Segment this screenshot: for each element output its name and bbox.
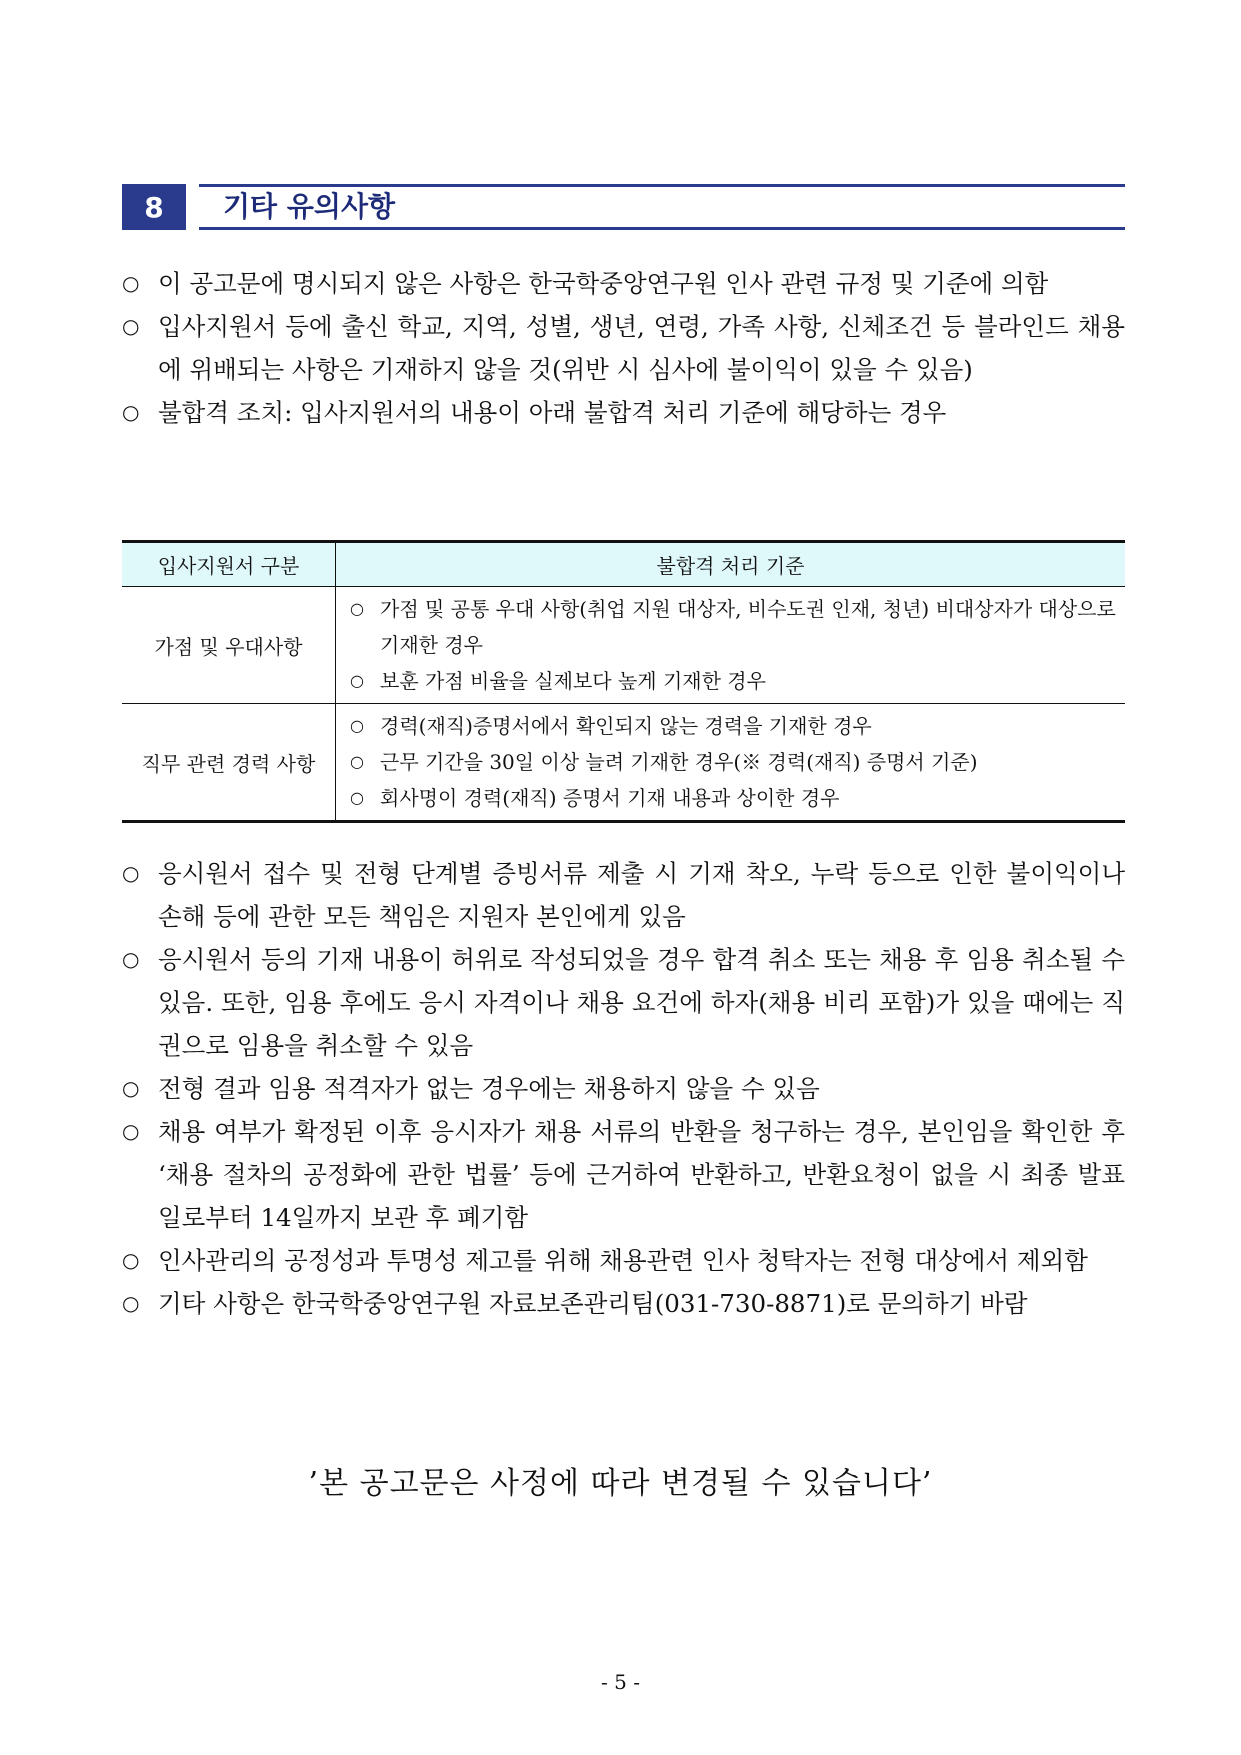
closing-note: ’본 공고문은 사정에 따라 변경될 수 있습니다’ — [308, 1466, 933, 1501]
rejection-criteria-table — [122, 540, 1125, 823]
bullet-circle-icon: ○ — [350, 788, 364, 807]
list-item-text: 응시원서 접수 및 전형 단계별 증빙서류 제출 시 기재 착오, 누락 등으로 인한 불이익이나 손해 등에 관한 모든 책임은 지원자 본인에게 있음 — [158, 859, 1125, 931]
bullet-circle-icon: ○ — [122, 1119, 140, 1143]
table-header-row — [122, 542, 1125, 587]
bullet-circle-icon: ○ — [122, 1291, 140, 1315]
list-item-text: 전형 결과 임용 적격자가 없는 경우에는 채용하지 않을 수 있음 — [158, 1074, 820, 1103]
bullet-circle-icon: ○ — [122, 1076, 140, 1100]
section-number-badge: 8 — [122, 184, 186, 230]
list-item — [122, 1110, 1125, 1239]
criteria-item — [350, 591, 1119, 663]
list-item-text: 채용 여부가 확정된 이후 응시자가 채용 서류의 반환을 청구하는 경우, 본인임을 확인한 후 ‘채용 절차의 공정화에 관한 법률’ 등에 근거하여 반환하고, 반환요청이 없을 시 최종 발표일로부터 14일까지 보관 후 폐기함 — [158, 1117, 1125, 1232]
page-number: - 5 - — [601, 1670, 640, 1694]
bullet-circle-icon: ○ — [350, 671, 364, 690]
bullet-circle-icon: ○ — [122, 271, 140, 295]
section-rule-bottom — [199, 227, 1125, 230]
list-item-text: 인사관리의 공정성과 투명성 제고를 위해 채용관련 인사 청탁자는 전형 대상에서 제외함 — [158, 1246, 1088, 1275]
criteria-item-text: 근무 기간을 30일 이상 늘려 기재한 경우(※ 경력(재직) 증명서 기준) — [380, 750, 978, 774]
list-item — [122, 305, 1125, 391]
bullet-circle-icon: ○ — [350, 599, 364, 618]
list-item — [122, 391, 1125, 434]
row-category: 직무 관련 경력 사항 — [122, 704, 336, 822]
list-item-text: 기타 사항은 한국학중앙연구원 자료보존관리팀(031-730-8871)로 문의하기 바람 — [158, 1289, 1028, 1318]
list-item — [122, 852, 1125, 938]
bullet-circle-icon: ○ — [122, 861, 140, 885]
criteria-item-text: 보훈 가점 비율을 실제보다 높게 기재한 경우 — [380, 669, 766, 693]
bullet-circle-icon: ○ — [350, 716, 364, 735]
bullet-circle-icon: ○ — [122, 314, 140, 338]
list-item — [122, 1067, 1125, 1110]
list-item-text: 응시원서 등의 기재 내용이 허위로 작성되었을 경우 합격 취소 또는 채용 후 임용 취소될 수 있음. 또한, 임용 후에도 응시 자격이나 채용 요건에 하자(채용 비리 포함)가 있을 때에는 직권으로 임용을 취소할 수 있음 — [158, 945, 1125, 1060]
bullet-circle-icon: ○ — [350, 752, 364, 771]
row-category: 가점 및 우대사항 — [122, 587, 336, 704]
row-criteria — [336, 587, 1126, 704]
criteria-item — [350, 708, 1119, 744]
table-row — [122, 704, 1125, 822]
bullet-circle-icon: ○ — [122, 947, 140, 971]
list-item — [122, 262, 1125, 305]
criteria-item-text: 가점 및 공통 우대 사항(취업 지원 대상자, 비수도권 인재, 청년) 비대상자가 대상으로 기재한 경우 — [380, 597, 1116, 657]
list-item-text: 불합격 조치: 입사지원서의 내용이 아래 불합격 처리 기준에 해당하는 경우 — [158, 398, 947, 427]
notice-list-bottom — [122, 852, 1125, 1325]
criteria-item — [350, 663, 1119, 699]
criteria-item — [350, 780, 1119, 816]
bullet-circle-icon: ○ — [122, 1248, 140, 1272]
criteria-item-text: 경력(재직)증명서에서 확인되지 않는 경력을 기재한 경우 — [380, 714, 872, 738]
section-title: 기타 유의사항 — [223, 190, 396, 223]
list-item-text: 이 공고문에 명시되지 않은 사항은 한국학중앙연구원 인사 관련 규정 및 기준에 의함 — [158, 269, 1049, 298]
criteria-item — [350, 744, 1119, 780]
notice-list-top — [122, 262, 1125, 434]
row-criteria — [336, 704, 1126, 822]
section-header — [122, 184, 1125, 230]
table-row — [122, 587, 1125, 704]
column-header-category: 입사지원서 구분 — [122, 542, 336, 587]
column-header-criteria: 불합격 처리 기준 — [336, 542, 1126, 587]
criteria-item-text: 회사명이 경력(재직) 증명서 기재 내용과 상이한 경우 — [380, 786, 840, 810]
list-item — [122, 1282, 1125, 1325]
list-item — [122, 1239, 1125, 1282]
bullet-circle-icon: ○ — [122, 400, 140, 424]
list-item — [122, 938, 1125, 1067]
list-item-text: 입사지원서 등에 출신 학교, 지역, 성별, 생년, 연령, 가족 사항, 신체조건 등 블라인드 채용에 위배되는 사항은 기재하지 않을 것(위반 시 심사에 불이익이 있을 수 있음) — [158, 312, 1125, 384]
